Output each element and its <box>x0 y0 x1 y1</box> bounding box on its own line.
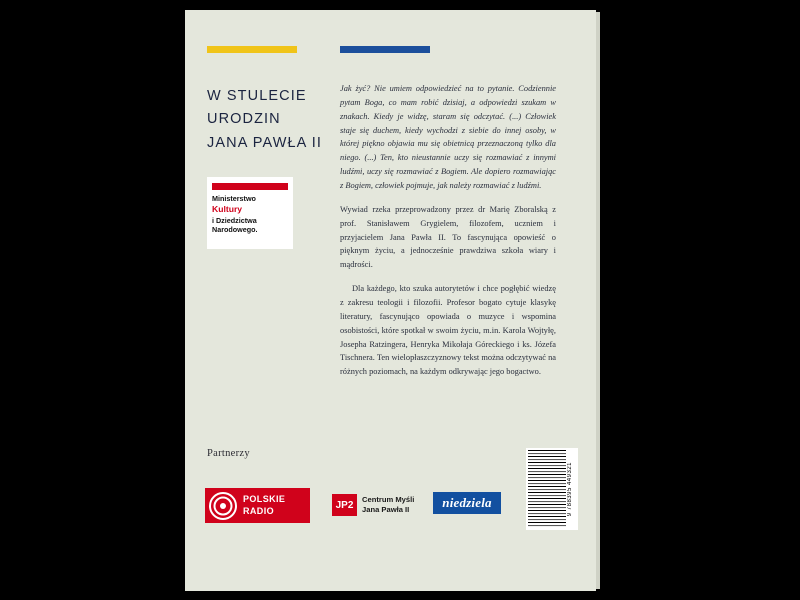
yellow-accent-bar <box>207 46 297 53</box>
page-edge <box>596 12 600 589</box>
ministry-logo-red-bar <box>212 183 288 190</box>
jp2-badge: JP2 <box>332 494 357 516</box>
polskie-radio-rings-icon <box>206 489 239 522</box>
partners-label: Partnerzy <box>207 448 250 459</box>
barcode <box>526 448 578 530</box>
barcode-bars <box>528 450 566 528</box>
ministry-logo-line-1: Ministerstwo <box>212 194 256 204</box>
book-title-line-2: URODZIN <box>207 111 281 128</box>
ministry-logo-line-2: Kultury <box>212 204 243 215</box>
blue-accent-bar <box>340 46 430 53</box>
partner-logos-row <box>205 488 525 528</box>
polskie-radio-line-2: RADIO <box>243 505 274 516</box>
barcode-number: 9 788395 449321 <box>567 461 573 517</box>
book-title <box>207 85 325 155</box>
blurb-paragraph-audience: Dla każdego, kto szuka autorytetów i chce pogłębić wiedzę z zakresu teologii i filozofii. Profesor bogato cytuje klasykę literatury, fascynująco opowiada o muzyce i wspomina osobistości, które spotkał w swoim życiu, m.in. Karola Wojtyłę, Josepha Ratzingera, Henryka Mikołaja Góreckiego i ks. Józefa Tischnera. Ten wielopłaszczyznowy tekst można odczytywać na różnych poziomach, na każdym odkrywając jego bogactwo. <box>340 284 556 377</box>
polskie-radio-logo <box>205 488 310 523</box>
back-cover-blurb <box>340 82 556 379</box>
centrum-mysli-jana-pawla-ii-logo <box>332 491 414 519</box>
niedziela-logo: niedziela <box>433 492 501 514</box>
jp2-wordmark <box>362 495 414 516</box>
ministry-logo-line-3: i Dziedzictwa <box>212 215 257 225</box>
blurb-paragraph-description: Wywiad rzeka przeprowadzony przez dr Marię Zboralską z prof. Stanisławem Grygielem, filozofem, uczniem i przyjacielem Jana Pawła II. To fascynująca opowieść o pięknym życiu, a jednocześnie prawdziwa szkoła wiary i mądrości. <box>340 204 556 270</box>
ministry-of-culture-logo <box>207 177 293 249</box>
book-title-line-3: JANA PAWŁA II <box>207 134 323 151</box>
left-column <box>207 85 325 249</box>
blurb-paragraph-quote: Jak żyć? Nie umiem odpowiedzieć na to pytanie. Codziennie pytam Boga, co mam robić dzisiaj, a odpowiedzi szukam w znakach. Kiedy je widzę, staram się odczytać. (...) Człowiek staje się duchem, kiedy wychodzi z siebie do innej osoby, w której piękno objawia mu się obietnicą przeznaczoną tylko dla niego. (...) Ten, kto nieustannie uczy się rozmawiać z innymi ludźmi, uczy się rozmawiać z Bogiem. Ale dopiero rozmawiając z Bogiem, człowiek pojmuje, jak należy rozmawiać z ludźmi. <box>340 84 556 191</box>
ministry-logo-line-4: Narodowego. <box>212 225 258 235</box>
jp2-line-1: Centrum Myśli <box>362 494 415 504</box>
book-back-cover <box>185 10 596 591</box>
polskie-radio-line-1: POLSKIE <box>243 494 286 505</box>
book-title-line-1: W STULECIE <box>207 88 307 104</box>
polskie-radio-wordmark <box>243 494 285 517</box>
jp2-line-2: Jana Pawła II <box>362 505 410 514</box>
